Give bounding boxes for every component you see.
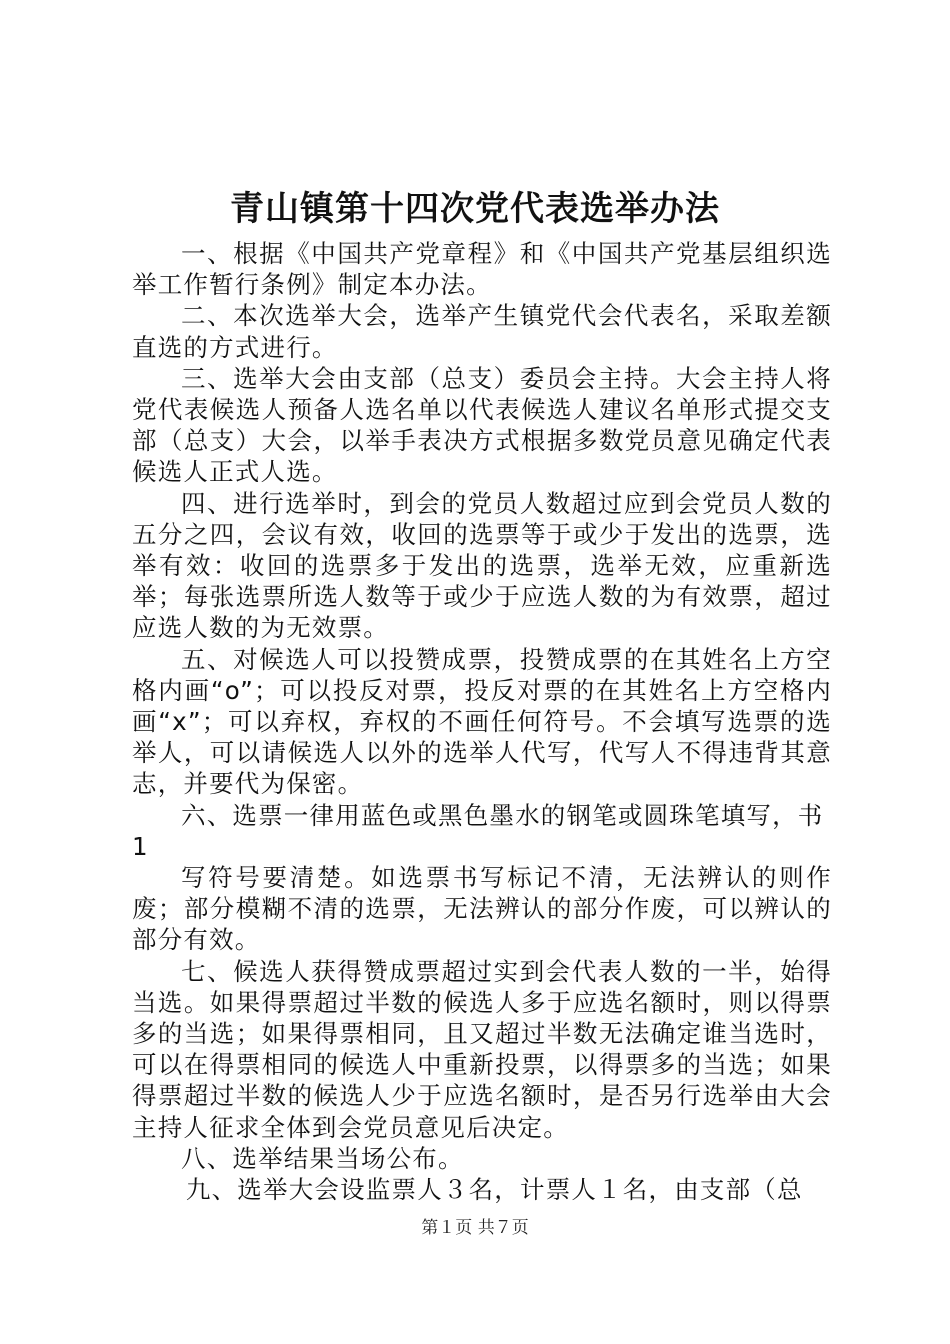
page-footer: 第１页 共７页 [421, 1218, 529, 1238]
paragraph-2: 二、本次选举大会，选举产生镇党代会代表名，采取差额直选的方式进行。 [132, 301, 832, 362]
document-body [132, 238, 832, 1205]
paragraph-6-continued: 写符号要清楚。如选票书写标记不清，无法辨认的则作废；部分模糊不清的选票，无法辨认的部分作废，可以辨认的部分有效。 [132, 863, 832, 955]
paragraph-9: 九、选举大会设监票人３名，计票人１名，由支部（总 [185, 1175, 803, 1205]
paragraph-1: 一、根据《中国共产党章程》和《中国共产党基层组织选举工作暂行条例》制定本办法。 [132, 239, 832, 300]
paragraph-4: 四、进行选举时，到会的党员人数超过应到会党员人数的五分之四，会议有效，收回的选票等于或少于发出的选票，选举有效：收回的选票多于发出的选票，选举无效，应重新选举；每张选票所选人数等于或少于应选人数的为有效票，超过应选人数的为无效票。 [132, 488, 832, 643]
document-title: 青山镇第十四次党代表选举办法 [230, 189, 720, 229]
paragraph-3: 三、选举大会由支部（总支）委员会主持。大会主持人将党代表候选人预备人选名单以代表候选人建议名单形式提交支部（总支）大会，以举手表决方式根据多数党员意见确定代表候选人正式人选。 [132, 363, 832, 487]
page-number-marker: 1 [132, 831, 149, 861]
paragraph-7: 七、候选人获得赞成票超过实到会代表人数的一半，始得当选。如果得票超过半数的候选人多于应选名额时，则以得票多的当选；如果得票相同，且又超过半数无法确定谁当选时，可以在得票相同的候选人中重新投票，以得票多的当选；如果得票超过半数的候选人少于应选名额时，是否另行选举由大会主持人征求全体到会党员意见后决定。 [132, 956, 832, 1142]
paragraph-8: 八、选举结果当场公布。 [181, 1143, 464, 1173]
paragraph-5: 五、对候选人可以投赞成票，投赞成票的在其姓名上方空格内画“o”；可以投反对票，投反对票的在其姓名上方空格内画“x”；可以弃权，弃权的不画任何符号。不会填写选票的选举人，可以请候选人以外的选举人代写，代写人不得违背其意志，并要代为保密。 [132, 644, 832, 799]
paragraph-6: 六、选票一律用蓝色或黑色墨水的钢笔或圆珠笔填写，书 [181, 800, 824, 830]
